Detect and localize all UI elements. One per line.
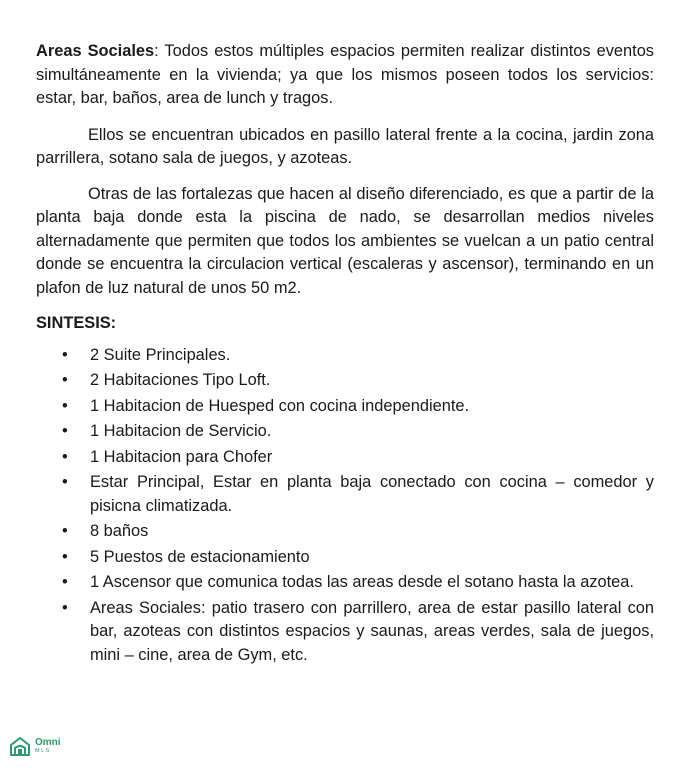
bullet-icon: • [62, 422, 68, 440]
logo-line2: MLS [35, 747, 51, 754]
list-item-text: 1 Habitacion para Chofer [90, 447, 273, 466]
bullet-icon: • [62, 547, 68, 566]
list-item-text: 1 Habitacion de Servicio. [90, 422, 272, 440]
list-item [36, 344, 654, 368]
bullet-icon: • [62, 598, 68, 617]
list-item-text: 2 Habitaciones Tipo Loft. [90, 371, 271, 389]
list-item-text: Estar Principal, Estar en planta baja conectado con cocina – comedor y pisicna climatizada. [90, 473, 654, 515]
list-item-text: 1 Habitacion de Huesped con cocina independiente. [90, 396, 470, 415]
list-item [36, 446, 654, 470]
list-item [36, 520, 654, 544]
logo-text [35, 738, 61, 755]
omni-mls-logo [9, 735, 61, 757]
sintesis-heading: SINTESIS: [36, 314, 117, 332]
bullet-icon: • [62, 473, 68, 491]
list-item-text: 1 Ascensor que comunica todas las areas desde el sotano hasta la azotea. [90, 573, 634, 591]
list-item [36, 571, 654, 595]
list-item [36, 471, 654, 518]
paragraph-ubicacion: Ellos se encuentran ubicados en pasillo lateral frente a la cocina, jardin zona parrillera, sotano sala de juegos, y azoteas. [36, 125, 654, 167]
paragraph-areas-sociales [36, 40, 654, 111]
bullet-icon: • [62, 522, 68, 540]
paragraph-fortalezas: Otras de las fortalezas que hacen al diseño diferenciado, es que a partir de la planta baja donde esta la piscina de nado, se desarrollan medios niveles alternadamente que permiten que todos los ambientes se vuelcan a un patio central donde se encuentra la circulacion vertical (escaleras y ascensor), terminando en un plafon de luz natural de unos 50 m2. [36, 184, 654, 297]
list-item-text: 5 Puestos de estacionamiento [90, 547, 310, 566]
list-item [36, 369, 654, 393]
bullet-icon: • [62, 396, 68, 415]
bullet-icon: • [62, 573, 68, 591]
bullet-icon: • [62, 447, 68, 466]
list-item-text: Areas Sociales: patio trasero con parrillero, area de estar pasillo lateral con bar, azoteas con distintos espacios y saunas, areas verdes, sala de juegos, mini – cine, area de Gym, etc. [90, 598, 654, 664]
list-item [36, 546, 654, 570]
bullet-icon: • [62, 371, 68, 389]
paragraph-text: : Todos estos múltiples espacios permiten realizar distintos eventos simultáneamente en la vivienda; ya que los mismos poseen todos los servicios: estar, bar, baños, area de lunch y tragos. [36, 42, 654, 107]
paragraph-lead-bold: Areas Sociales [36, 42, 155, 60]
bullet-icon: • [62, 345, 68, 364]
document-page [36, 40, 654, 669]
list-item [36, 420, 654, 444]
list-item-text: 8 baños [90, 522, 149, 540]
list-item [36, 395, 654, 419]
sintesis-list [36, 344, 654, 668]
list-item [36, 597, 654, 668]
list-item-text: 2 Suite Principales. [90, 345, 231, 364]
house-logo-icon [9, 735, 31, 757]
logo-line1: Omni [35, 736, 61, 748]
